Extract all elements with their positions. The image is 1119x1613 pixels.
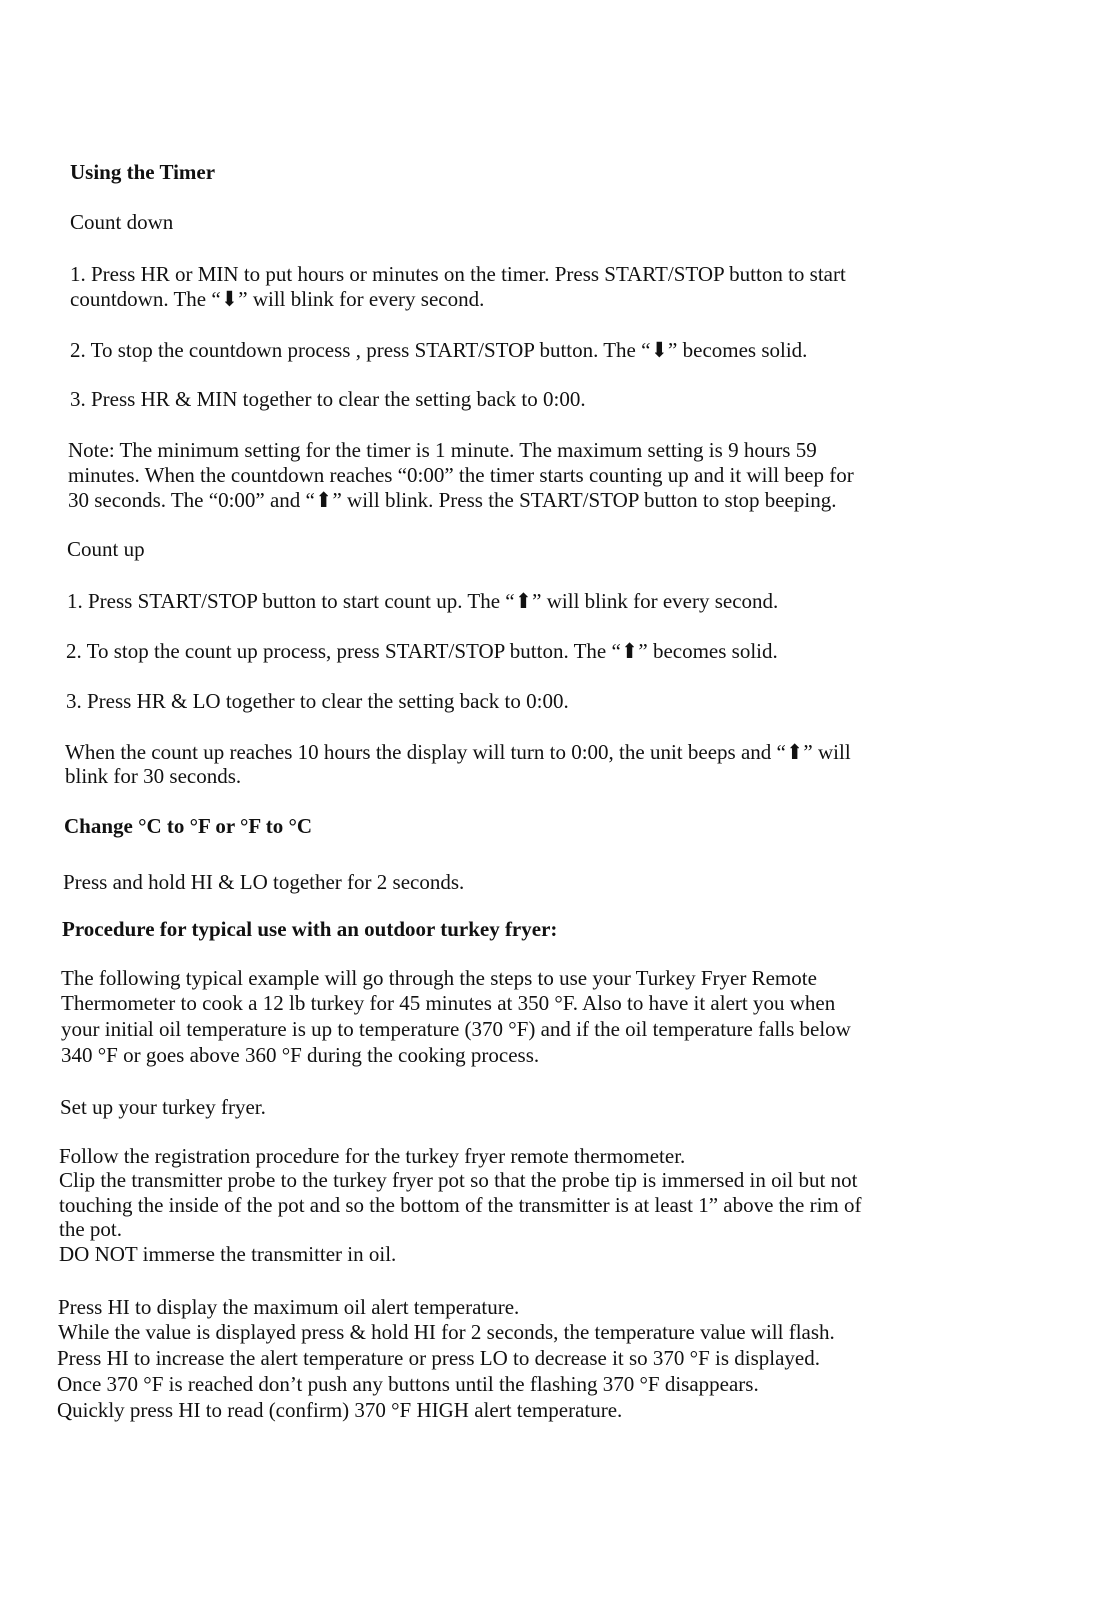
count-up-label: Count up (67, 537, 145, 561)
count-down-step-1-cont: countdown. The “⬇” will blink for every second. (70, 287, 485, 311)
timer-heading: Using the Timer (70, 160, 216, 184)
procedure-registration-line-4: the pot. (59, 1217, 122, 1241)
units-heading: Change °C to °F or °F to °C (64, 814, 313, 838)
count-down-note-line-2: minutes. When the countdown reaches “0:00” the timer starts counting up and it will beep for (68, 463, 854, 487)
procedure-hi-line-5: Quickly press HI to read (confirm) 370 °F HIGH alert temperature. (57, 1398, 623, 1422)
count-up-note-line-1: When the count up reaches 10 hours the display will turn to 0:00, the unit beeps and “⬆” will (65, 740, 851, 764)
procedure-registration-line-3: touching the inside of the pot and so the bottom of the transmitter is at least 1” above the rim of (59, 1193, 862, 1217)
procedure-intro-line-1: The following typical example will go through the steps to use your Turkey Fryer Remote (61, 966, 817, 990)
units-text: Press and hold HI & LO together for 2 seconds. (63, 870, 465, 894)
procedure-hi-line-2: While the value is displayed press & hold HI for 2 seconds, the temperature value will flash. (58, 1320, 835, 1344)
count-down-step-1: 1. Press HR or MIN to put hours or minutes on the timer. Press START/STOP button to start (70, 262, 846, 286)
procedure-heading: Procedure for typical use with an outdoor turkey fryer: (62, 917, 558, 941)
procedure-hi-line-3: Press HI to increase the alert temperature or press LO to decrease it so 370 °F is displayed. (57, 1346, 821, 1370)
count-down-note-line-1: Note: The minimum setting for the timer is 1 minute. The maximum setting is 9 hours 59 (68, 438, 817, 462)
procedure-hi-line-4: Once 370 °F is reached don’t push any buttons until the flashing 370 °F disappears. (57, 1372, 759, 1396)
count-down-step-2: 2. To stop the countdown process , press START/STOP button. The “⬇” becomes solid. (70, 338, 808, 362)
count-down-label: Count down (70, 210, 174, 234)
procedure-registration-line-1: Follow the registration procedure for the turkey fryer remote thermometer. (59, 1144, 686, 1168)
procedure-intro-line-4: 340 °F or goes above 360 °F during the cooking process. (61, 1043, 540, 1067)
count-up-step-3: 3. Press HR & LO together to clear the setting back to 0:00. (66, 689, 569, 713)
count-up-step-2: 2. To stop the count up process, press START/STOP button. The “⬆” becomes solid. (66, 639, 778, 663)
count-up-step-1: 1. Press START/STOP button to start count up. The “⬆” will blink for every second. (67, 589, 779, 613)
count-down-step-3: 3. Press HR & MIN together to clear the setting back to 0:00. (70, 387, 586, 411)
count-up-note-line-2: blink for 30 seconds. (65, 764, 242, 788)
procedure-intro-line-3: your initial oil temperature is up to temperature (370 °F) and if the oil temperature falls below (61, 1017, 851, 1041)
procedure-registration-line-2: Clip the transmitter probe to the turkey fryer pot so that the probe tip is immersed in oil but not (59, 1168, 858, 1192)
procedure-hi-line-1: Press HI to display the maximum oil alert temperature. (58, 1295, 520, 1319)
procedure-registration-line-5: DO NOT immerse the transmitter in oil. (59, 1242, 397, 1266)
procedure-intro-line-2: Thermometer to cook a 12 lb turkey for 45 minutes at 350 °F. Also to have it alert you when (61, 991, 836, 1015)
procedure-setup: Set up your turkey fryer. (60, 1095, 266, 1119)
count-down-note-line-3: 30 seconds. The “0:00” and “⬆” will blink. Press the START/STOP button to stop beeping. (68, 488, 837, 512)
